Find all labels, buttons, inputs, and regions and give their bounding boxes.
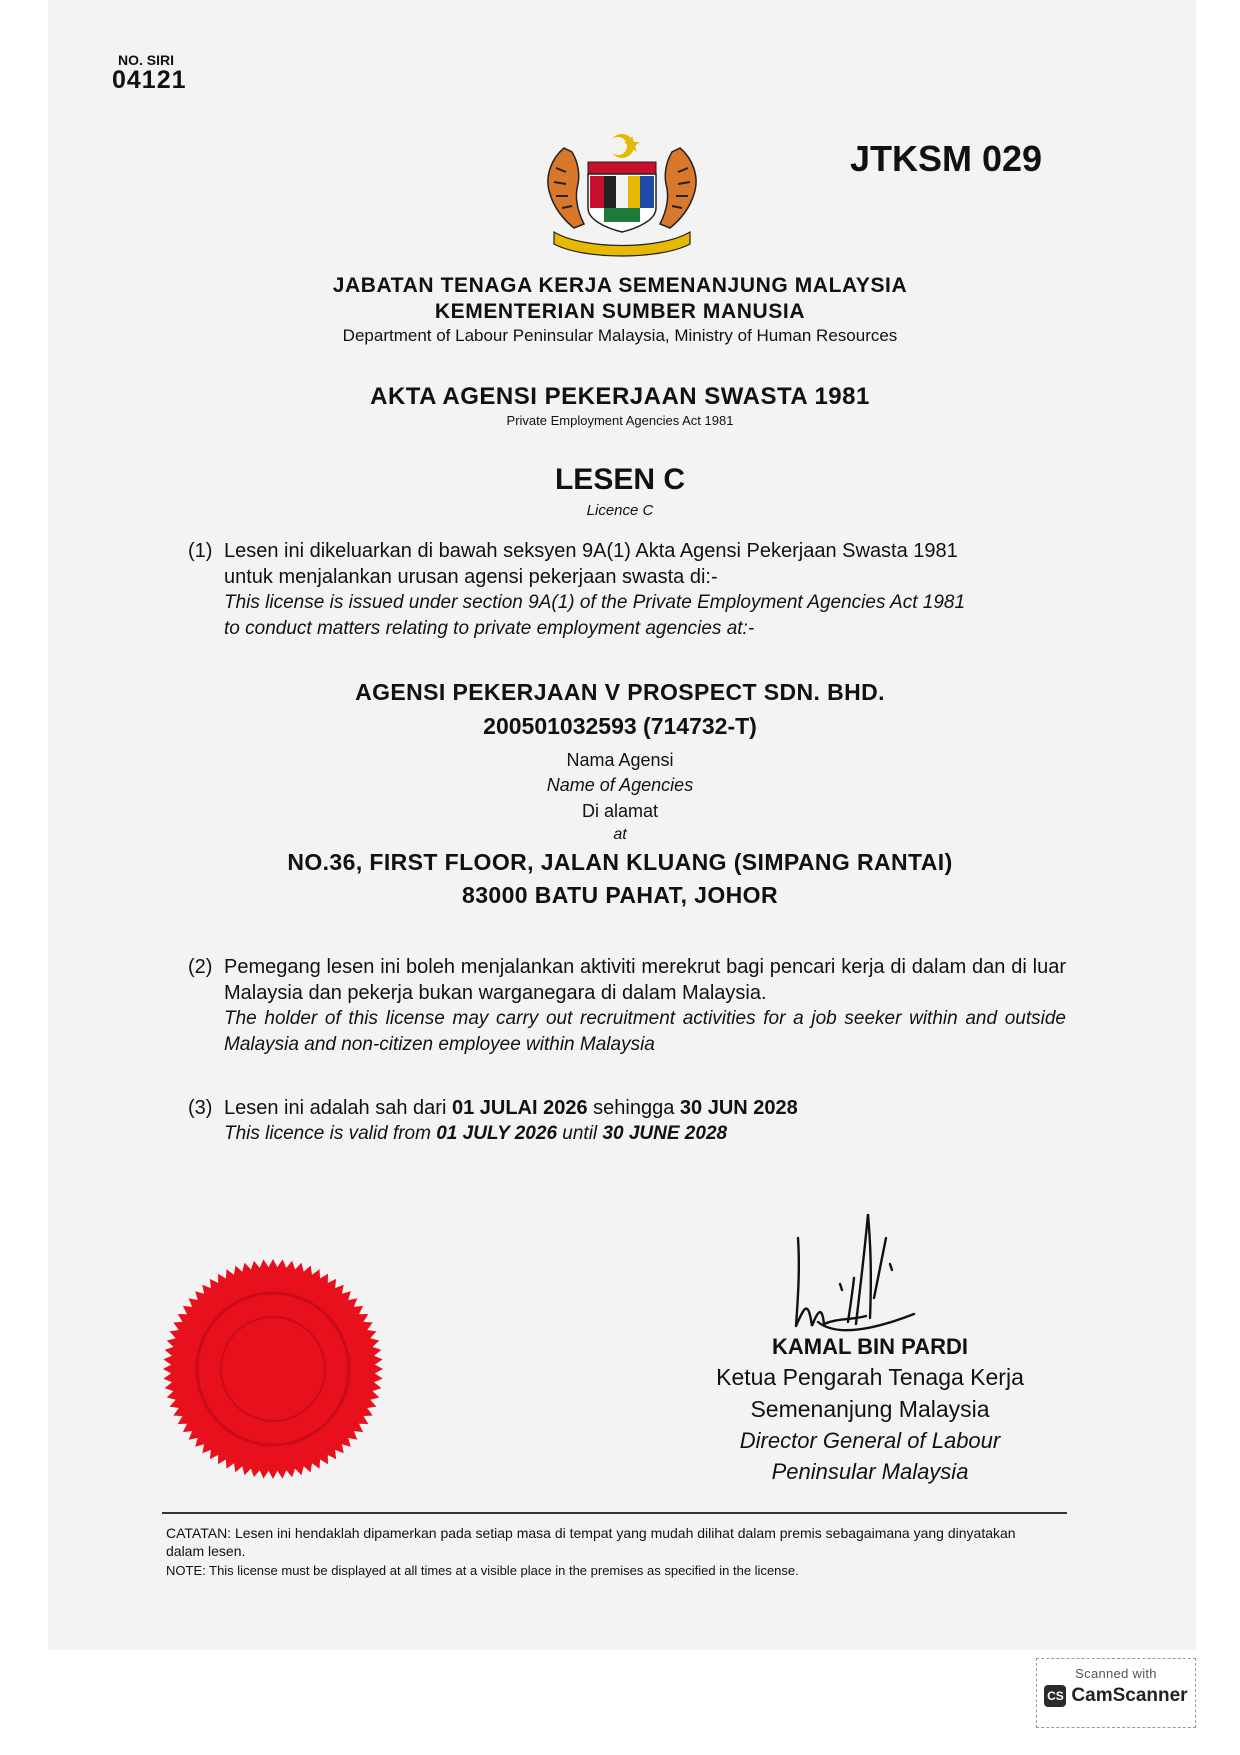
- valid-to-date-english: 30 JUNE 2028: [602, 1123, 728, 1144]
- agency-address-line-1: NO.36, FIRST FLOOR, JALAN KLUANG (SIMPANG RANTAI): [287, 849, 953, 875]
- signatory-title-malay-1: Ketua Pengarah Tenaga Kerja: [716, 1364, 1024, 1390]
- camscanner-watermark: [1036, 1658, 1196, 1728]
- department-line-1: JABATAN TENAGA KERJA SEMENANJUNG MALAYSIA: [332, 274, 908, 297]
- camscanner-logo-icon: CS: [1044, 1685, 1066, 1707]
- clause-3-number: (3): [188, 1097, 213, 1119]
- camscanner-brand: CamScanner: [1071, 1685, 1188, 1706]
- signatory-name: KAMAL BIN PARDI: [772, 1334, 968, 1359]
- clause-1-malay-line-2: untuk menjalankan urusan agensi pekerjaan swasta di:-: [224, 566, 718, 588]
- agency-registration-number: 200501032593 (714732-T): [483, 713, 757, 739]
- signatory-title-english-2: Peninsular Malaysia: [771, 1459, 969, 1484]
- english-note: [166, 1562, 1046, 1580]
- catatan-label: CATATAN:: [166, 1525, 232, 1541]
- signatory-title-english-1: Director General of Labour: [739, 1428, 1001, 1453]
- clause-2-number: (2): [188, 956, 213, 978]
- form-code: JTKSM 029: [850, 138, 1043, 179]
- department-line-2: KEMENTERIAN SUMBER MANUSIA: [434, 300, 806, 323]
- clause-1-english-line-2: to conduct matters relating to private employment agencies at:-: [224, 618, 755, 639]
- red-wax-seal-icon: [162, 1258, 384, 1480]
- agency-name: AGENSI PEKERJAAN V PROSPECT SDN. BHD.: [355, 679, 885, 705]
- clause-3-malay: [224, 1095, 1066, 1121]
- clause-2-malay: Pemegang lesen ini boleh menjalankan aktiviti merekrut bagi pencari kerja di dalam dan di luar Malaysia dan pekerja bukan warganegara di dalam Malaysia.: [224, 956, 1066, 1004]
- licence-subtitle: Licence C: [586, 502, 654, 519]
- clause-1: [188, 538, 1066, 642]
- clause-3-malay-mid: sehingga: [593, 1097, 675, 1119]
- address-label-malay: Di alamat: [581, 801, 659, 821]
- serial-label: NO. SIRI: [118, 52, 175, 68]
- act-subtitle: Private Employment Agencies Act 1981: [506, 413, 734, 428]
- agency-address-line-2: 83000 BATU PAHAT, JOHOR: [462, 882, 778, 908]
- signature-icon: [778, 1198, 918, 1348]
- act-title: AKTA AGENSI PEKERJAAN SWASTA 1981: [370, 383, 870, 410]
- scanned-with-label: Scanned with: [1075, 1666, 1157, 1681]
- footer-divider: [162, 1512, 1067, 1514]
- malaysia-coat-of-arms-icon: [534, 128, 710, 260]
- serial-number: 04121: [112, 66, 187, 94]
- department-line-english: Department of Labour Peninsular Malaysia, Ministry of Human Resources: [342, 326, 898, 345]
- signatory-title-malay-2: Semenanjung Malaysia: [750, 1396, 990, 1422]
- clause-3-malay-prefix: Lesen ini adalah sah dari: [224, 1097, 447, 1119]
- clause-3-english-mid: until: [562, 1123, 598, 1144]
- clause-1-english-line-1: This license is issued under section 9A(1) of the Private Employment Agencies Act 1981: [224, 592, 966, 613]
- clause-1-number: (1): [188, 540, 213, 562]
- catatan-text: Lesen ini hendaklah dipamerkan pada setiap masa di tempat yang mudah dilihat dalam premis sebagaimana yang dinyatakan dalam lesen.: [166, 1525, 1016, 1559]
- clause-3-english-prefix: This licence is valid from: [224, 1123, 431, 1144]
- valid-to-date-malay: 30 JUN 2028: [679, 1097, 798, 1119]
- agency-name-label-malay: Nama Agensi: [566, 750, 674, 770]
- valid-from-date-malay: 01 JULAI 2026: [451, 1097, 588, 1119]
- note-label: NOTE:: [166, 1563, 206, 1578]
- valid-from-date-english: 01 JULY 2026: [436, 1123, 558, 1144]
- clause-2: [188, 954, 1066, 1058]
- note-text: This license must be displayed at all times at a visible place in the premises as specified in the license.: [209, 1563, 799, 1578]
- agency-name-label-english: Name of Agencies: [546, 775, 694, 795]
- licence-title: LESEN C: [554, 463, 686, 496]
- clause-1-malay-line-1: Lesen ini dikeluarkan di bawah seksyen 9A(1) Akta Agensi Pekerjaan Swasta 1981: [224, 540, 958, 562]
- clause-3: [188, 1095, 1066, 1147]
- clause-3-english: [224, 1121, 1066, 1147]
- catatan-note: [166, 1524, 1046, 1560]
- clause-2-english: The holder of this license may carry out recruitment activities for a job seeker within and outside Malaysia and non-citizen employee within Malaysia: [224, 1008, 1066, 1055]
- address-label-english: at: [613, 826, 627, 843]
